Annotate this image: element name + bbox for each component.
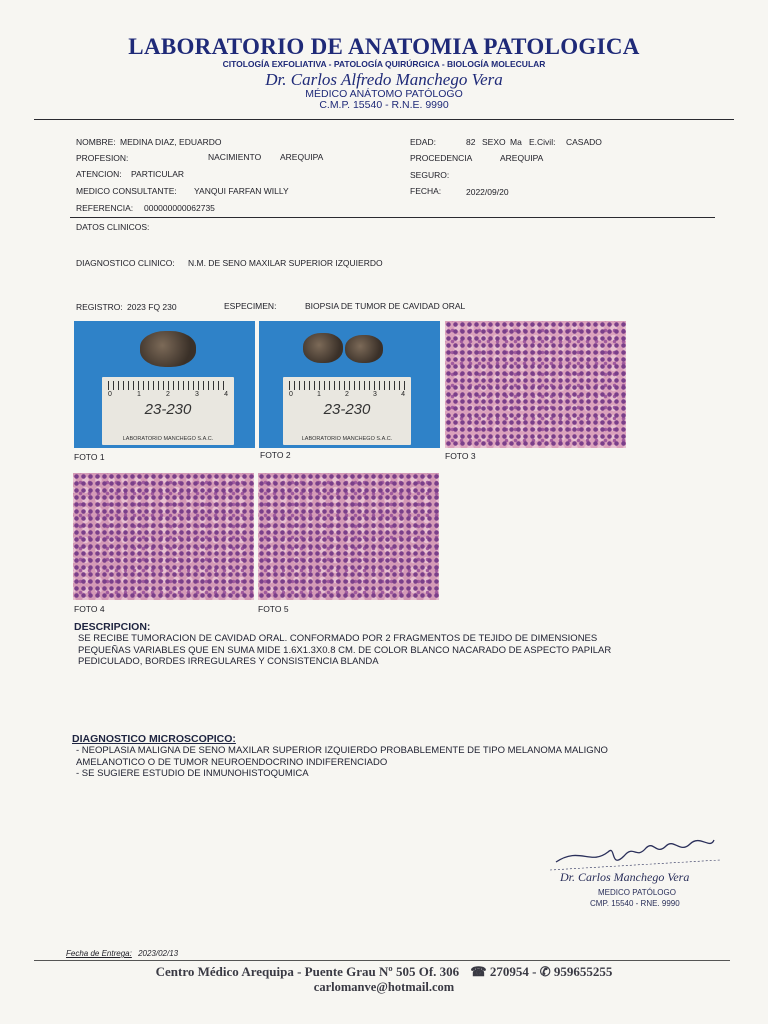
handwritten-signature — [550, 826, 730, 876]
delivery-date: 2023/02/13 — [138, 949, 179, 958]
microscopic-title: DIAGNOSTICO MICROSCOPICO: — [72, 733, 236, 745]
doctor-registration: C.M.P. 15540 - R.N.E. 9990 — [319, 99, 449, 111]
footer-mobile: 959655255 — [553, 964, 613, 979]
attention-value: PARTICULAR — [131, 169, 185, 179]
footer-contact: Centro Médico Arequipa - Puente Grau Nº 505 Of. 306 ☎ 270954 - ✆ 959655255 — [155, 964, 613, 979]
photo-2-macro — [259, 321, 440, 448]
registry-label: REGISTRO: — [76, 302, 123, 312]
birth-place: AREQUIPA — [280, 152, 324, 162]
photo-5-caption: FOTO 5 — [258, 604, 289, 614]
sex-value: Ma — [510, 137, 522, 147]
photo-4-histology — [73, 473, 254, 600]
ruler-lab-label: LABORATORIO MANCHEGO S.A.C. — [122, 436, 214, 442]
attention-label: ATENCION: — [76, 169, 122, 179]
clinical-diagnosis-label: DIAGNOSTICO CLINICO: — [76, 258, 175, 268]
mobile-phone-icon: ✆ — [539, 964, 551, 979]
date-value: 2022/09/20 — [466, 187, 509, 197]
clinical-data-label: DATOS CLINICOS: — [76, 222, 150, 232]
tissue-fragment — [345, 335, 383, 363]
signature-name: Dr. Carlos Manchego Vera — [560, 870, 690, 884]
date-label: FECHA: — [410, 186, 442, 196]
tissue-fragment — [140, 331, 196, 367]
civil-label: E.Civil: — [529, 137, 556, 147]
footer-divider — [34, 960, 730, 961]
reference-label: REFERENCIA: — [76, 203, 134, 213]
specimen-code: 23-230 — [144, 401, 192, 418]
birth-label: NACIMIENTO — [208, 152, 262, 162]
photo-3-caption: FOTO 3 — [445, 451, 476, 461]
patient-divider — [70, 217, 715, 218]
footer-address: Centro Médico Arequipa - Puente Grau Nº 505 Of. 306 — [155, 964, 460, 979]
description-body: SE RECIBE TUMORACION DE CAVIDAD ORAL. CONFORMADO POR 2 FRAGMENTOS DE TEJIDO DE DIMENSIONES PEQUEÑAS VARIABLES QUE EN SUMA MIDE 1.6X1.3X0.8 CM. DE COLOR BLANCO NACARADO DE ASPECTO PAPILAR PEDICULADO, BORDES IRREGULARES Y CONSISTENCIA BLANDA — [78, 633, 612, 667]
ruler-lab-label: LABORATORIO MANCHEGO S.A.C. — [301, 436, 393, 442]
clinical-diagnosis: N.M. DE SENO MAXILAR SUPERIOR IZQUIERDO — [188, 258, 383, 268]
delivery-info — [66, 949, 178, 958]
delivery-label: Fecha de Entrega: — [66, 949, 132, 958]
specimen-code: 23-230 — [323, 401, 371, 418]
signature-block — [550, 826, 730, 916]
lab-services: CITOLOGÍA EXFOLIATIVA - PATOLOGÍA QUIRÚRGICA - BIOLOGÍA MOLECULAR — [222, 59, 546, 69]
age-label: EDAD: — [410, 137, 436, 147]
microscopic-body: - NEOPLASIA MALIGNA DE SENO MAXILAR SUPERIOR IZQUIERDO PROBABLEMENTE DE TIPO MELANOMA MALIGNO AMELANOTICO O DE TUMOR NEUROENDOCRINO INDIFERENCIADO - SE SUGIERE ESTUDIO DE INMUNOHISTOQUMICA — [76, 745, 608, 779]
age-value: 82 — [466, 137, 476, 147]
profession-label: PROFESION: — [76, 153, 129, 163]
sex-label: SEXO — [482, 137, 506, 147]
photo-4-caption: FOTO 4 — [74, 604, 105, 614]
doctor-name: Dr. Carlos Alfredo Manchego Vera — [265, 70, 503, 89]
patient-name: MEDINA DIAZ, EDUARDO — [120, 137, 222, 147]
signature-registration: CMP. 15540 - RNE. 9990 — [590, 899, 680, 908]
consultant-value: YANQUI FARFAN WILLY — [194, 186, 289, 196]
photo-3-histology — [445, 321, 626, 448]
registry-value: 2023 FQ 230 — [127, 302, 177, 312]
photo-1-caption: FOTO 1 — [74, 452, 105, 462]
footer-email: carlomanve@hotmail.com — [313, 980, 455, 994]
origin-value: AREQUIPA — [500, 153, 544, 163]
origin-label: PROCEDENCIA — [410, 153, 473, 163]
photo-5-histology — [258, 473, 439, 600]
reference-value: 000000000062735 — [144, 203, 215, 213]
specimen-label: ESPECIMEN: — [224, 301, 277, 311]
telephone-icon: ☎ — [470, 964, 487, 979]
insurance-label: SEGURO: — [410, 170, 450, 180]
photo-1-macro — [74, 321, 255, 448]
civil-value: CASADO — [566, 137, 602, 147]
tissue-fragment — [303, 333, 343, 363]
ruler: 0 1 2 3 4 23-230 LABORATORIO MANCHEGO S.A.C. — [102, 377, 234, 445]
signature-role: MEDICO PATÓLOGO — [598, 888, 676, 897]
photo-2-caption: FOTO 2 — [260, 450, 291, 460]
lab-title: LABORATORIO DE ANATOMIA PATOLOGICA — [128, 34, 640, 59]
name-label: NOMBRE: — [76, 137, 116, 147]
header-divider — [34, 119, 734, 120]
footer-phone: 270954 — [489, 964, 529, 979]
specimen-value: BIOPSIA DE TUMOR DE CAVIDAD ORAL — [305, 301, 466, 311]
description-title: DESCRIPCION: — [74, 621, 151, 633]
ruler: 0 1 2 3 4 23-230 LABORATORIO MANCHEGO S.A.C. — [283, 377, 411, 445]
doctor-role: MÉDICO ANÁTOMO PATÓLOGO — [305, 88, 463, 100]
consultant-label: MEDICO CONSULTANTE: — [76, 186, 177, 196]
